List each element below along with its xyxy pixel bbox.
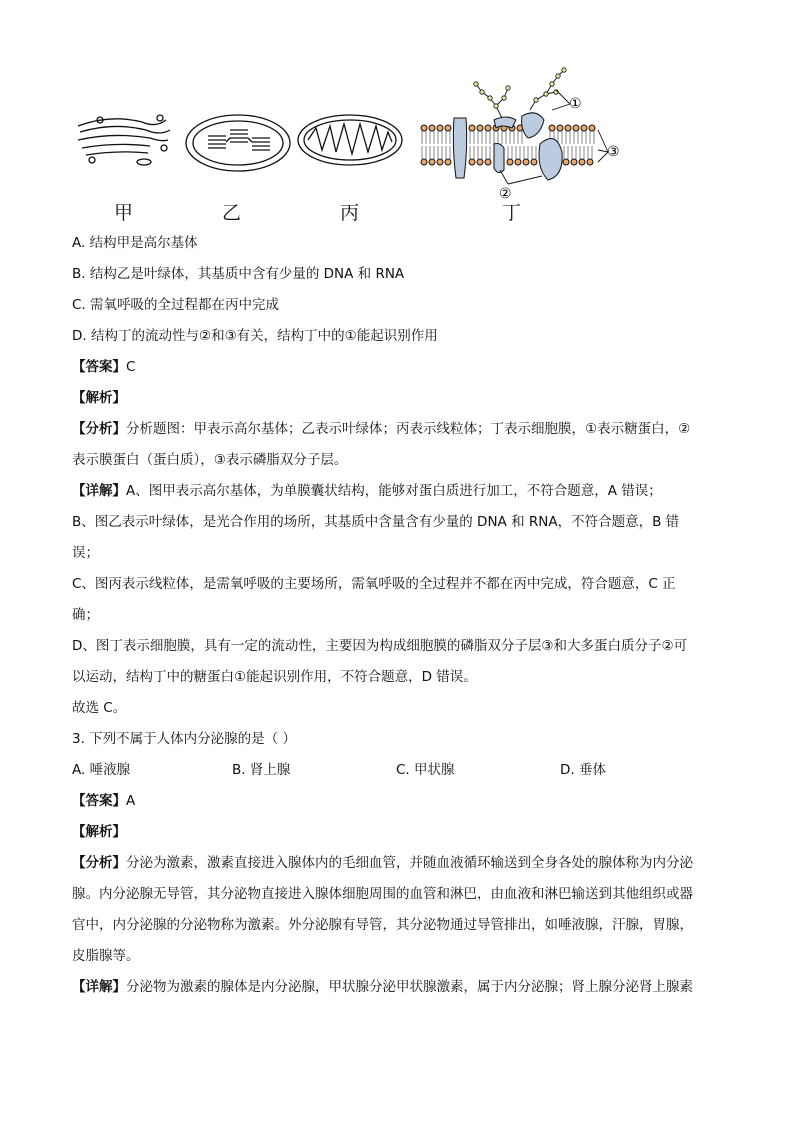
q3-answer-value: A: [126, 793, 136, 809]
explain-c-1: C、图丙表示线粒体，是需氧呼吸的主要场所，需氧呼吸的全过程并不都在丙中完成，符合题意，C 正: [72, 576, 676, 592]
xiangjie-line-1: [72, 481, 662, 501]
organelle-diagram: [70, 58, 650, 230]
q3-option-d: D. 垂体: [560, 762, 606, 778]
fenxi-line-1: [72, 419, 690, 439]
answer-tag: 【答案】: [72, 359, 126, 375]
q3-option-a: A. 唾液腺: [72, 762, 131, 778]
answer-value: C: [126, 359, 136, 375]
option-c: C. 需氧呼吸的全过程都在丙中完成: [72, 297, 280, 313]
q3-options: [72, 760, 722, 780]
q3-xiangjie-text-1: 分泌物为激素的腺体是内分泌腺，甲状腺分泌甲状腺激素，属于内分泌腺；肾上腺分泌肾上腺素: [126, 979, 693, 995]
chloroplast-drawing: [186, 115, 290, 171]
q3-fenxi-line-2: 腺。内分泌腺无导管，其分泌物直接进入腺体细胞周围的血管和淋巴，由血液和淋巴输送到其他组织或器: [72, 886, 693, 902]
q3-answer-tag: 【答案】: [72, 793, 126, 809]
q3-fenxi-tag: 【分析】: [72, 855, 126, 871]
organelle-figure: [70, 58, 650, 230]
explain-d-2: 以运动，结构丁中的糖蛋白①能起识别作用，不符合题意，D 错误。: [72, 669, 477, 685]
option-a: A. 结构甲是高尔基体: [72, 235, 198, 251]
explain-d-1: D、图丁表示细胞膜，具有一定的流动性，主要因为构成细胞膜的磷脂双分子层③和大多蛋白质分子②可: [72, 638, 688, 654]
q3-stem: 3. 下列不属于人体内分泌腺的是（ ）: [72, 731, 296, 747]
label-ding: 丁: [502, 202, 522, 224]
explain-b-1: B、图乙表示叶绿体，是光合作用的场所，其基质中含量含有少量的 DNA 和 RNA，不符合题意，B 错: [72, 514, 680, 530]
xiangjie-text-1: A、图甲表示高尔基体，为单膜囊状结构，能够对蛋白质进行加工，不符合题意，A 错误；: [126, 483, 662, 499]
option-b: B. 结构乙是叶绿体，其基质中含有少量的 DNA 和 RNA: [72, 266, 405, 282]
fenxi-text-1: 分析题图：甲表示高尔基体；乙表示叶绿体；丙表示线粒体；丁表示细胞膜，①表示糖蛋白，②: [126, 421, 691, 437]
label-yi: 乙: [222, 202, 242, 224]
label-bing: 丙: [340, 202, 360, 224]
xiangjie-tag: 【详解】: [72, 483, 126, 499]
option-d: D. 结构丁的流动性与②和③有关，结构丁中的①能起识别作用: [72, 328, 438, 344]
explain-b-2: 误；: [72, 545, 99, 561]
marker-2: ②: [499, 186, 512, 202]
q3-fenxi-line-3: 官中，内分泌腺的分泌物称为激素。外分泌腺有导管，其分泌物通过导管排出，如唾液腺，汗腺，胃腺，: [72, 917, 693, 933]
q3-option-b: B. 肾上腺: [232, 762, 291, 778]
q3-option-c: C. 甲状腺: [396, 762, 455, 778]
fenxi-line-2: 表示膜蛋白（蛋白质），③表示磷脂双分子层。: [72, 452, 348, 468]
q3-answer-line: [72, 791, 135, 811]
q3-fenxi-line-1: [72, 853, 693, 873]
q3-fenxi-text-1: 分泌为激素，激素直接进入腺体内的毛细血管，并随血液循环输送到全身各处的腺体称为内分泌: [126, 855, 693, 871]
fenxi-tag: 【分析】: [72, 421, 126, 437]
marker-1: ①: [569, 96, 582, 112]
q3-xiangjie-line-1: [72, 977, 693, 997]
cell-membrane-drawing: [421, 68, 608, 184]
explain-c-2: 确；: [72, 607, 99, 623]
q3-analysis-tag: 【解析】: [72, 824, 126, 840]
marker-3: ③: [607, 144, 620, 160]
q3-xiangjie-tag: 【详解】: [72, 979, 126, 995]
golgi-apparatus-drawing: [78, 115, 170, 165]
analysis-tag: 【解析】: [72, 390, 126, 406]
mitochondrion-drawing: [298, 115, 402, 165]
label-jia: 甲: [114, 202, 134, 224]
q3-fenxi-line-4: 皮脂腺等。: [72, 948, 140, 964]
answer-line: [72, 357, 135, 377]
conclusion: 故选 C。: [72, 700, 127, 716]
